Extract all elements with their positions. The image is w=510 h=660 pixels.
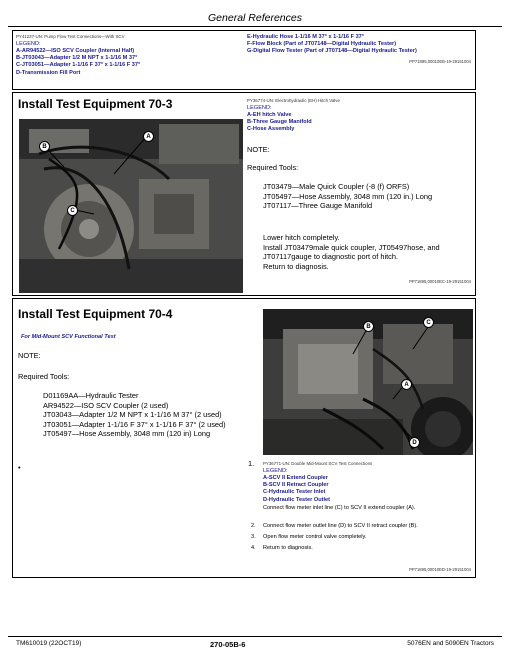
callout-a: A — [401, 379, 412, 390]
callout-a: A — [143, 131, 154, 142]
tool-item: AR94522—ISO SCV Coupler (2 used) — [43, 400, 169, 410]
legend-item: D-Transmission Fill Port — [16, 69, 81, 76]
scv-photo — [263, 309, 473, 455]
top-legend-left — [16, 48, 140, 77]
tool-item: JT03051—Adapter 1-1/16 F 37° x 1-1/16 F 37° (2 used) — [43, 419, 226, 429]
legend-item: A-AR94522—ISO SCV Coupler (Internal Half) — [16, 48, 135, 54]
top-legend-box — [12, 30, 476, 90]
legend-item: A-EH hitch Valve — [247, 112, 292, 118]
steps-list — [263, 233, 471, 271]
legend-item: C-Hydraulic Tester Inlet — [263, 489, 326, 496]
legend-item: D-Hydraulic Tester Outlet — [263, 496, 331, 503]
step-item: Return to diagnosis. — [263, 261, 329, 271]
legend-item: B-JT03043—Adapter 1/2 M NPT x 1-1/16 M 37° — [16, 55, 138, 62]
footer-center: 270-05B-6 — [210, 640, 246, 649]
legend-item: C-JT03051—Adapter 1-1/16 F 37° x 1-1/16 F 37° — [16, 62, 141, 69]
step-1-text: Connect flow meter inlet line (C) to SCV II extend coupler (A). — [263, 505, 416, 511]
step-text: Connect flow meter outlet line (D) to SCV II retract coupler (B). — [263, 523, 418, 529]
top-legend-right — [247, 34, 417, 56]
note-label: NOTE: — [247, 145, 270, 154]
legend-item: B-Three Gauge Manifold — [247, 119, 312, 126]
scv-legend-title: LEGEND: — [263, 468, 288, 474]
legend-item: F-Flow Block (Part of JT07148—Digital Hydraulic Tester) — [247, 41, 397, 48]
top-ref: PP71895,00010EB-19-29151004 — [409, 59, 471, 64]
callout-b: B — [363, 321, 374, 332]
tool-item: JT05497—Hose Assembly, 3048 mm (120 in) Long — [43, 429, 211, 439]
tool-item: JT05497—Hose Assembly, 3048 mm (120 in.) Long — [263, 191, 433, 201]
scv-steps — [251, 523, 475, 551]
required-tools-label: Required Tools: — [247, 163, 299, 172]
step-item: Install JT03479male quick coupler, JT05497hose, and JT07117gauge to diagnostic port of hitch. — [263, 242, 440, 262]
step-number: 4. — [251, 545, 256, 551]
header-title: General References — [208, 12, 302, 24]
callout-d: D — [409, 437, 420, 448]
step-item — [251, 523, 475, 529]
section-subtitle: For Mid-Mount SCV Functional Test — [21, 334, 116, 340]
callout-c: C — [423, 317, 434, 328]
top-caption: PY41237-UN: Pump Flow Test Connections—With SCV — [16, 34, 125, 39]
scv-caption: PY36771-UN: Double Mid-Mount SCV Test Connections — [263, 461, 373, 466]
legend-item: G-Digital Flow Tester (Part of JT07148—Digital Hydraulic Tester) — [247, 48, 417, 55]
hitch-legend-title: LEGEND: — [247, 105, 272, 111]
tool-item: JT03043—Adapter 1/2 M NPT x 1-1/16 M 37° (2 used) — [43, 410, 222, 420]
tool-item: D01169AA—Hydraulic Tester — [43, 391, 139, 400]
scv-legend — [263, 475, 330, 504]
step-item — [251, 545, 475, 551]
callout-c: C — [67, 205, 78, 216]
top-legend-title: LEGEND: — [16, 41, 41, 47]
callout-b: B — [39, 141, 50, 152]
step-text: Return to diagnosis. — [263, 545, 313, 551]
footer-rule — [8, 636, 502, 637]
tool-item: JT07117—Three Gauge Manifold — [263, 201, 373, 211]
step-item: Lower hitch completely. — [263, 233, 340, 242]
section-title: Install Test Equipment 70-4 — [18, 307, 173, 321]
section-70-3 — [12, 92, 476, 296]
tools-list — [43, 391, 243, 439]
bullet-marker: • — [18, 463, 21, 472]
tools-list — [263, 182, 471, 211]
hitch-valve-photo — [19, 119, 243, 293]
legend-item: E-Hydraulic Hose 1-1/16 M 37° x 1-1/16 F 37° — [247, 34, 365, 40]
legend-item: B-SCV II Retract Coupler — [263, 482, 329, 489]
hitch-legend — [247, 112, 312, 134]
step-number: 2. — [251, 523, 256, 529]
step-number: 3. — [251, 534, 256, 540]
header-rule — [8, 26, 502, 27]
section-703-ref: PP71895,00010EC-19-29151004 — [409, 279, 471, 284]
hitch-valve-illustration — [19, 119, 243, 293]
required-tools-label: Required Tools: — [18, 372, 70, 381]
step-1-number: 1. — [248, 459, 255, 468]
hitch-caption: PY36774-UN: Electrohydraulic (EH) Hitch Valve — [247, 98, 340, 103]
section-704-ref: PP71895,00010ED-19-29151004 — [409, 567, 471, 572]
footer-right: 5076EN and 5090EN Tractors — [407, 640, 494, 647]
step-item — [251, 534, 475, 540]
section-70-4 — [12, 298, 476, 578]
step-text: Open flow meter control valve completely. — [263, 534, 367, 540]
legend-item: C-Hose Assembly — [247, 126, 295, 133]
section-title: Install Test Equipment 70-3 — [18, 97, 173, 111]
tool-item: JT03479—Male Quick Coupler (-8 (f) ORFS) — [263, 182, 410, 191]
footer-left: TM610019 (22OCT19) — [16, 640, 82, 647]
note-label: NOTE: — [18, 351, 41, 360]
legend-item: A-SCV II Extend Coupler — [263, 475, 328, 481]
